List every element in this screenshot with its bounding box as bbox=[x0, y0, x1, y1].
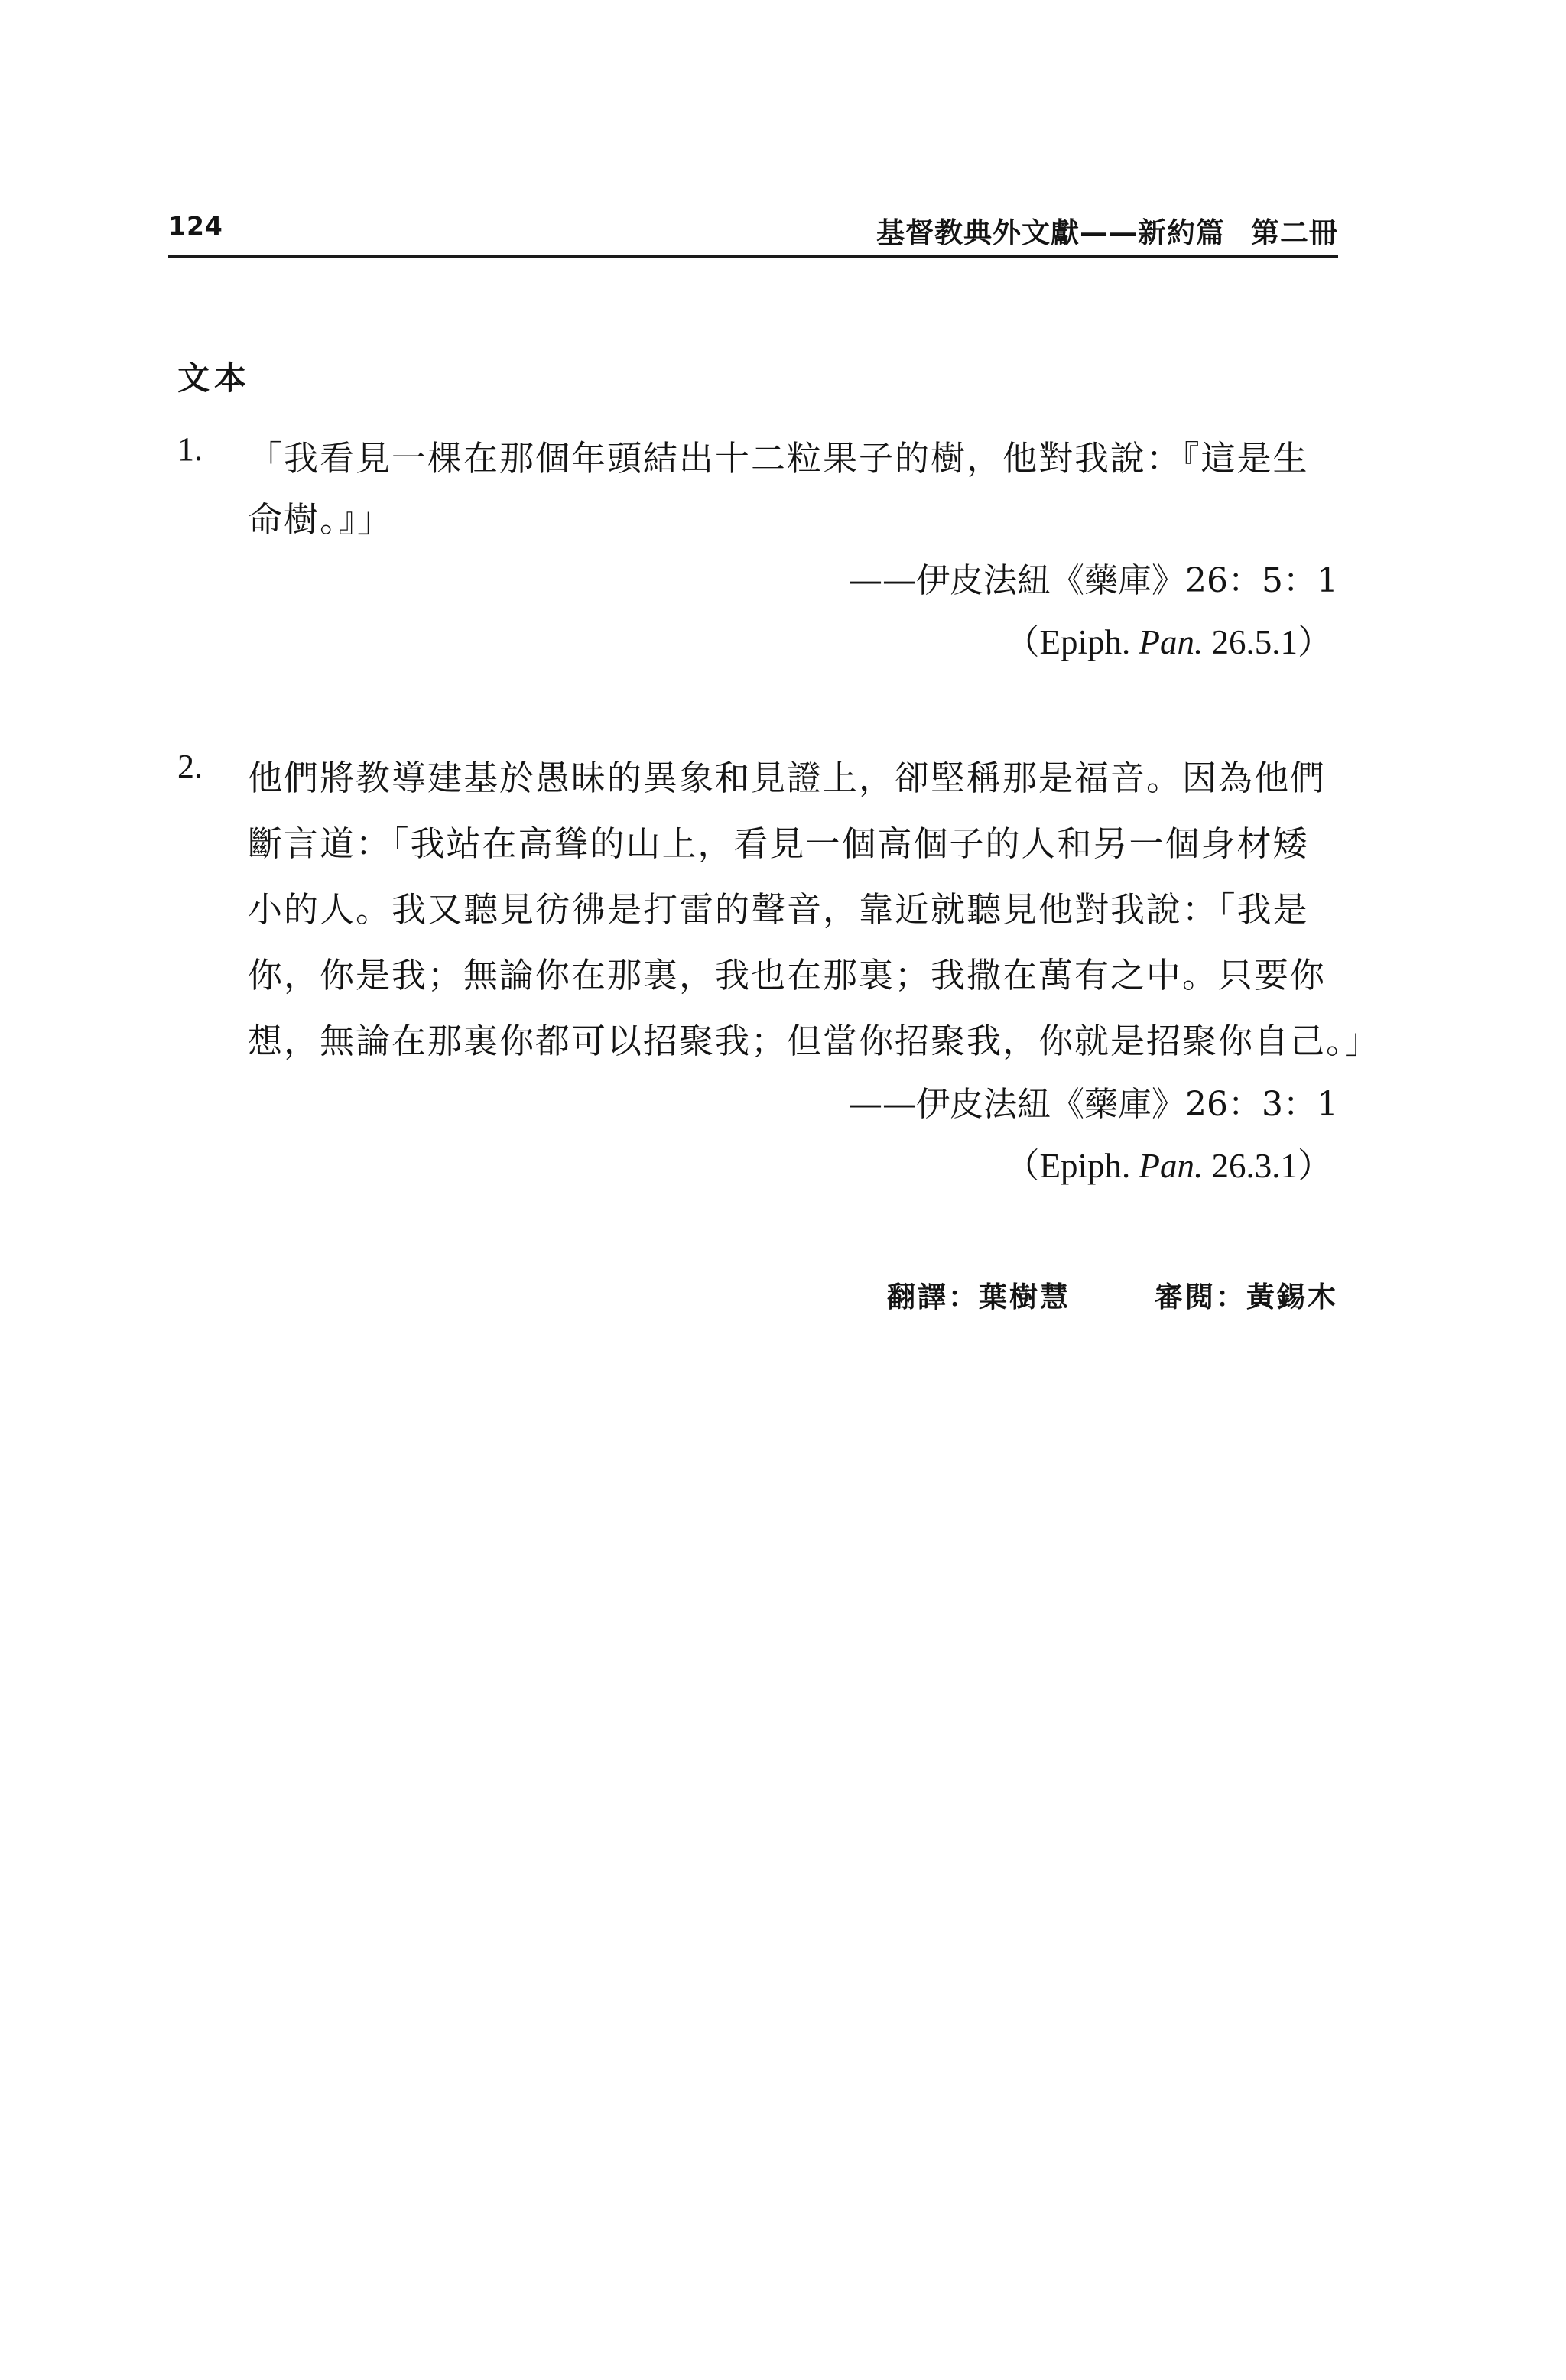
reference-suffix: 26.5.1） bbox=[1203, 623, 1332, 661]
entry-number: 1. bbox=[177, 430, 203, 468]
reference-work: Pan. bbox=[1139, 1147, 1204, 1185]
page-number: 124 bbox=[168, 211, 223, 241]
entry-line: 「我看見一棵在那個年頭結出十二粒果子的樹，他對我說：『這是生 bbox=[248, 438, 1309, 479]
entry-line: 想，無論在那裏你都可以招聚我；但當你招聚我，你就是招聚你自己。」 bbox=[248, 1021, 1381, 1061]
reference-suffix: 26.3.1） bbox=[1203, 1147, 1332, 1185]
reference-work: Pan. bbox=[1139, 623, 1204, 661]
book-title: 基督教典外文獻——新約篇 bbox=[876, 216, 1225, 249]
reference-prefix: （Epiph. bbox=[1005, 1147, 1139, 1185]
entry-line: 你，你是我；無論你在那裏，我也在那裏；我撒在萬有之中。只要你 bbox=[248, 955, 1327, 995]
running-title bbox=[876, 209, 1338, 251]
text-entry bbox=[177, 428, 1338, 673]
reviewer-credit: 審閱：黃錫木 bbox=[1155, 1281, 1338, 1313]
entry-body bbox=[248, 745, 1381, 1074]
credits bbox=[887, 1274, 1338, 1315]
running-header bbox=[168, 206, 1338, 255]
entry-line: 小的人。我又聽見彷彿是打雷的聲音，靠近就聽見他對我說：「我是 bbox=[248, 889, 1309, 930]
source-citation: ——伊皮法紐《藥庫》26：3：1 bbox=[849, 1085, 1338, 1124]
reference-prefix: （Epiph. bbox=[1005, 623, 1139, 661]
source-reference bbox=[177, 612, 1338, 673]
text-entry bbox=[177, 745, 1381, 1196]
volume-label: 第二冊 bbox=[1251, 216, 1338, 249]
entry-line: 斷言道：「我站在高聳的山上，看見一個高個子的人和另一個身材矮 bbox=[248, 823, 1309, 864]
entry-body bbox=[248, 428, 1338, 550]
entry-number: 2. bbox=[177, 748, 203, 785]
entry-line: 他們將教導建基於愚昧的異象和見證上，卻堅稱那是福音。因為他們 bbox=[248, 758, 1327, 798]
translator-credit: 翻譯：葉樹慧 bbox=[887, 1281, 1071, 1313]
source-citation: ——伊皮法紐《藥庫》26：5：1 bbox=[849, 561, 1338, 600]
section-heading: 文本 bbox=[177, 359, 252, 397]
source-reference bbox=[177, 1135, 1338, 1196]
header-rule bbox=[168, 255, 1338, 258]
entry-line: 命樹。』」 bbox=[248, 499, 394, 540]
